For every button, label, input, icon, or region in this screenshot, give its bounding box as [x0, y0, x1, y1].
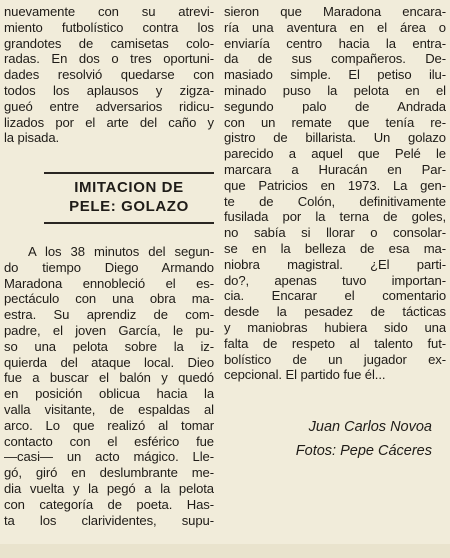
text-line: gueó entre adversarios ridicu- [4, 98, 214, 114]
text-line: miento futbolístico contra los [4, 19, 214, 35]
heading-rule-top [44, 172, 214, 174]
text-line: Maradona ennobleció el es- [4, 275, 214, 291]
text-line: cepcional. El partido fue él... [224, 367, 386, 383]
text-line: do?, apenas tuvo importan- [224, 272, 446, 288]
page-bottom-edge [0, 544, 450, 558]
text-line: gó, giró en deslumbrante me- [4, 465, 214, 481]
text-line: fusilada por la terna de goles, [224, 209, 446, 225]
right-paragraph [224, 4, 446, 383]
text-line: la pisada. [4, 130, 60, 146]
text-line: so una pelota sobre la iz- [4, 338, 214, 354]
text-line: nuevamente con su atrevi- [4, 4, 214, 19]
text-line: quierda del ataque local. Dieo [4, 354, 214, 370]
text-line: dia vuelta y la pegó a la pelota [4, 480, 214, 496]
text-line: bolístico de un jugador ex- [224, 351, 446, 367]
text-line: todos los aplausos y zigza- [4, 82, 214, 98]
text-line: parecido a aquel que Pelé le [224, 146, 446, 162]
text-line: minado puso la pelota en el [224, 82, 446, 98]
text-line: dades resolvió quedarse con [4, 67, 214, 83]
text-line: con un remate que tenía re- [224, 114, 446, 130]
text-line: marcara a Huracán en Par- [224, 161, 446, 177]
text-line: ta los clarividentes, supu- [4, 512, 214, 528]
text-line: —casi— un acto mágico. Lle- [4, 449, 214, 465]
text-line: da de sus compañeros. De- [224, 51, 446, 67]
heading-rule-bottom [44, 222, 214, 224]
text-line: sieron que Maradona encara- [224, 4, 446, 19]
text-line: contacto con el esférico fue [4, 433, 214, 449]
heading-line: IMITACION DE [74, 179, 184, 196]
text-line: cia. Encarar el comentario [224, 288, 446, 304]
text-line: falta de respeto al talento fut- [224, 335, 446, 351]
text-line: se en la belleza de esa ma- [224, 240, 446, 256]
left-top-paragraph [4, 4, 214, 146]
text-line: con categoría de poeta. Has- [4, 496, 214, 512]
photo-credit: Fotos: Pepe Cáceres [295, 443, 432, 459]
author-credit: Juan Carlos Novoa [308, 419, 432, 435]
text-line: segundo palo de Andrada [224, 98, 446, 114]
text-line: y maniobras hubiera sido una [224, 319, 446, 335]
left-bottom-paragraph [4, 244, 214, 528]
text-line: A los 38 minutos del segun- [28, 244, 214, 259]
text-line: masiado simple. El petiso ilu- [224, 67, 446, 83]
text-line: no sabía si llorar o consolar- [224, 225, 446, 241]
text-line: gistro de billarista. Un golazo [224, 130, 446, 146]
text-line: pectáculo con una obra ma- [4, 291, 214, 307]
section-heading [44, 178, 214, 216]
text-line: do tiempo Diego Armando [4, 259, 214, 275]
heading-line: PELE: GOLAZO [69, 198, 189, 215]
text-line: grandotes de camisetas colo- [4, 35, 214, 51]
text-line: enviaría centro hacia la entra- [224, 35, 446, 51]
text-line: arco. Lo que realizó al tomar [4, 417, 214, 433]
text-line: ría una aventura en el área o [224, 19, 446, 35]
text-line: en posición oblicua hacia la [4, 386, 214, 402]
text-line: fue a buscar el balón y quedó [4, 370, 214, 386]
text-line: radas. En dos o tres oportuni- [4, 51, 214, 67]
text-line: valla visitante, de espaldas al [4, 401, 214, 417]
text-line: que Patricios en 1973. La gen- [224, 177, 446, 193]
text-line: desde la pesadez de tácticas [224, 304, 446, 320]
text-line: padre, el joven García, le pu- [4, 322, 214, 338]
text-line: estra. Su aprendiz de com- [4, 307, 214, 323]
text-line: te de Colón, definitivamente [224, 193, 446, 209]
text-line: niobra magistral. ¿El parti- [224, 256, 446, 272]
text-line: lizados por el arte del caño y [4, 114, 214, 130]
